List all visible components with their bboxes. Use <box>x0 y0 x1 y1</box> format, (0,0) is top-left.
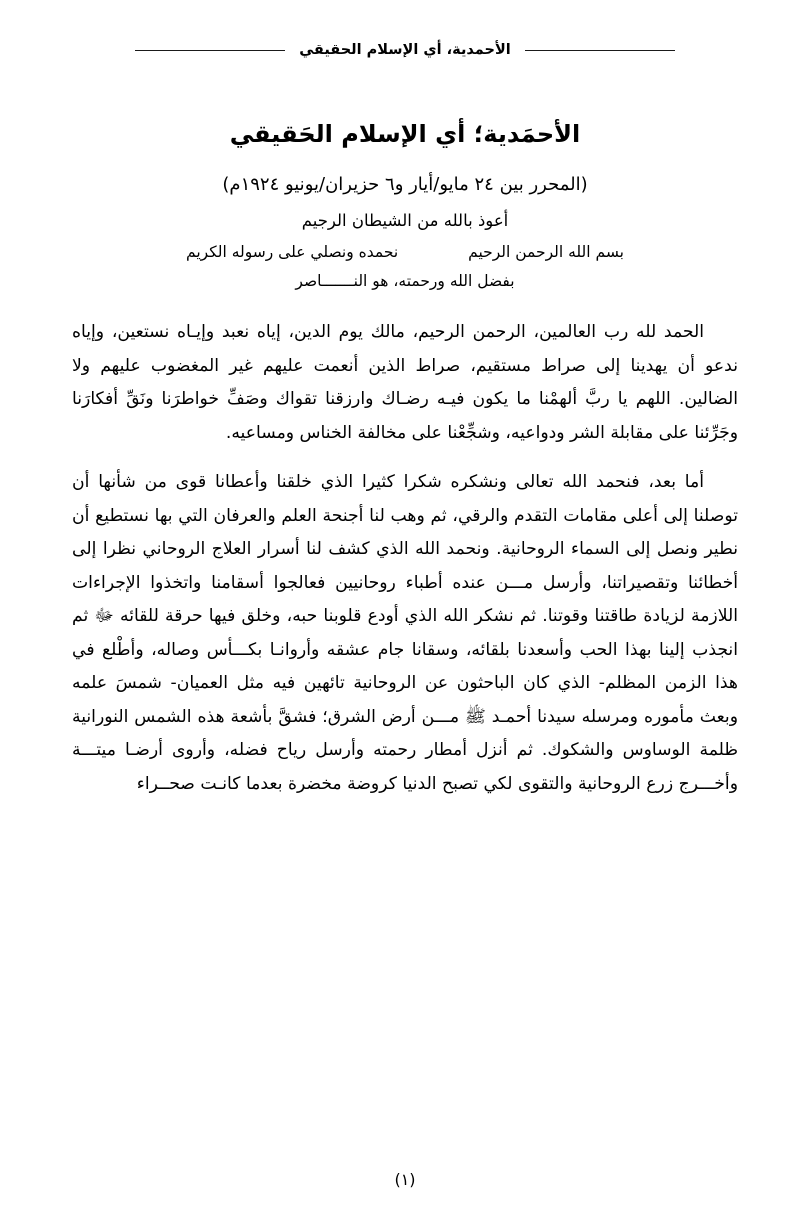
running-head-text: الأحمدية، أي الإسلام الحقيقي <box>299 42 511 58</box>
dedication-line: بفضل الله ورحمته، هو النـــــــاصر <box>295 272 515 290</box>
taawwudh-line: أعوذ بالله من الشيطان الرجيم <box>301 211 509 230</box>
running-head <box>72 42 738 58</box>
invocation-left: نحمده ونصلي على رسوله الكريم <box>186 243 399 261</box>
paragraph-2: أما بعد، فنحمد الله تعالى ونشكره شكرا كثيرا الذي خلقنا وأعطانا قوى من شأنها أن توصلنا إلى أعلى مقامات التقدم والرقي، ثم وهب لنا أجنحة العلم والعرفان التي بها نستطيع أن نطير ونصل إلى السماء الروحانية. ونحمد الله الذي كشف لنا أسرار العلاج الروحاني نظرا إلى أخطائنا وتقصيراتنا، وأرسل مـــن عنده أطباء روحانيين فعالجوا أسقامنا واتخذوا الإجراءات اللازمة لزيادة طاقتنا وقوتنا. ثم نشكر الله الذي أودع قلوبنا حبه، وخلق فيها حرقة للقائه ﷻ ثم انجذب إلينا بهذا الحب وأسعدنا بلقائه، وسقانا جام عشقه وأروانـا بكـــأس وصاله، وأطْلع في هذا الزمن المظلم- الذي كان الباحثون عن الروحانية تائهين فيه مثل العميان- شمسَ علمه وبعث مأموره ومرسله سيدنا أحمـد ﷺ مـــن أرض الشرق؛ فشقَّ بأشعة هذه الشمس النورانية ظلمة الوساوس والشكوك. ثم أنزل أمطار رحمته وأرسل رياح فضله، وأروى أرضـا ميتـــة وأخـــرج زرع الروحانية والتقوى لكي تصبح الدنيا كروضة مخضرة بعدما كانـت صحــراء <box>72 472 738 794</box>
paragraph-1: الحمد لله رب العالمين، الرحمن الرحيم، مالك يوم الدين، إياه نعبد وإيـاه نستعين، وإياه ندعو أن يهدينا إلى صراط مستقيم، صراط الذين أنعمت عليهم غير المغضوب عليهم ولا الضالين. اللهم يا ربَّ ألهمْنا ما يكون فيـه رضـاك وارزقنا تقواك وصَفِّ خواطرَنا ونَقِّ أفكارَنا وجَرِّئنا على مقابلة الشر ودواعيه، وشجِّعْنا على مخالفة الخناس ومساعيه. <box>72 322 738 443</box>
invocation-line <box>72 243 738 261</box>
page-number: (١) <box>394 1170 416 1189</box>
invocation-right: بسم الله الرحمن الرحيم <box>468 243 624 261</box>
running-head-rule-left <box>135 50 285 51</box>
subtitle-date: (المحرر بين ٢٤ مايو/أيار و٦ حزيران/يونيو ١٩٢٤م) <box>222 174 588 195</box>
body-text <box>72 316 738 801</box>
running-head-rule-right <box>525 50 675 51</box>
page-title: الأحمَدية؛ أي الإسلام الحَقيقي <box>229 120 581 148</box>
